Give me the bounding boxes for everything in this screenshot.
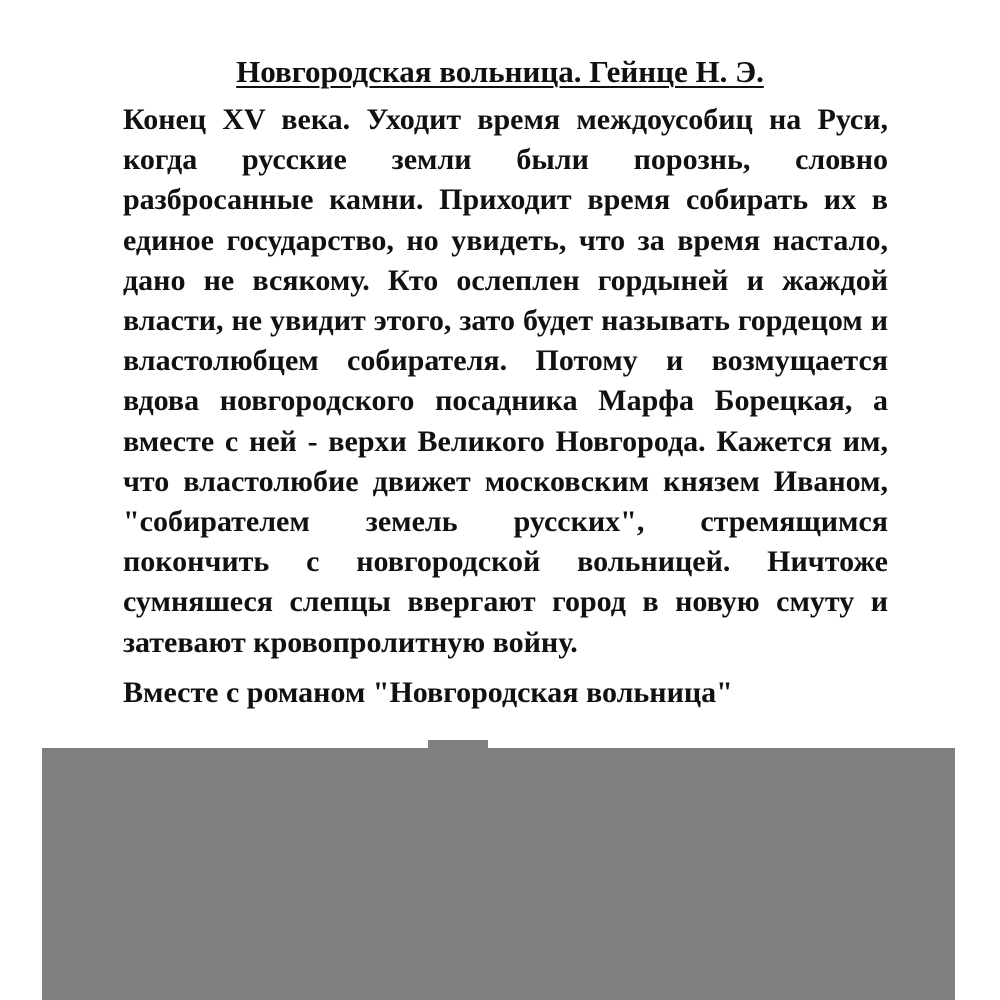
paragraph-2: Вместе с романом "Новгородская вольница" <box>123 675 733 709</box>
paragraph-1: Конец XV века. Уходит время междоусобиц на Руси, когда русские земли были порознь, словно разбросанные камни. Приходит время собирать их в единое государство, но увидеть, что за время настало, дано не всякому. Кто ослеплен гордыней и жаждой власти, не увидит этого, зато будет называть гордецом и властолюбцем собирателя. Потому и возмущается вдова новгородского посадника Марфа Борецкая, а вместе с ней - верхи Великого Новгорода. Кажется им, что властолюбие движет московским князем Иваном, "собирателем земель русских", стремящимся покончить с новгородской вольницей. Ничтоже сумняшеся слепцы ввергают город в новую смуту и затевают кровопролитную войну. <box>123 103 888 659</box>
document-body <box>123 100 888 713</box>
gray-overlay-block <box>42 748 955 1000</box>
document-title: Новгородская вольница. Гейнце Н. Э. <box>236 54 764 89</box>
